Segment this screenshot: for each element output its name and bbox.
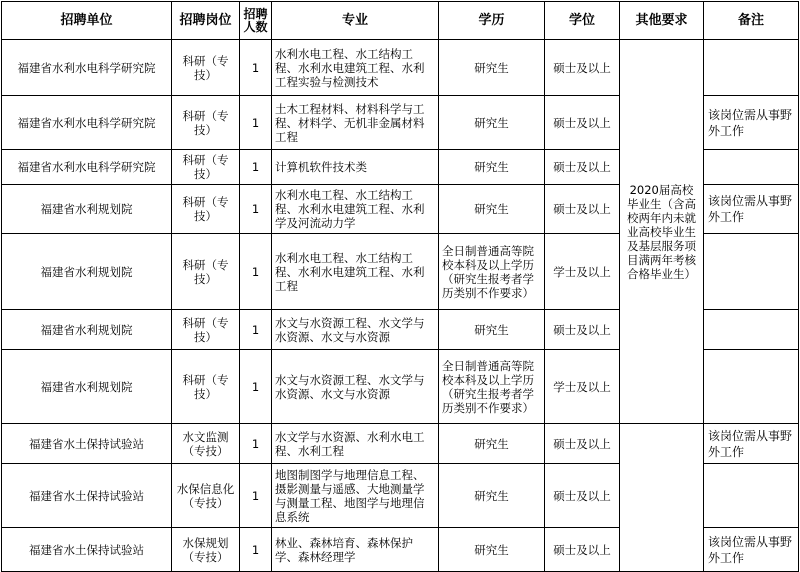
count-cell: 1 xyxy=(240,528,272,572)
table-row xyxy=(2,40,799,96)
remark-cell xyxy=(704,310,799,350)
major-cell: 水文学与水资源、水利水电工程、水利工程 xyxy=(272,424,439,464)
education-cell: 全日制普通高等院校本科及以上学历（研究生报考者学历类别不作要求） xyxy=(439,350,545,424)
remark-cell xyxy=(704,464,799,528)
degree-cell: 硕士及以上 xyxy=(545,424,620,464)
education-cell: 研究生 xyxy=(439,464,545,528)
header-education: 学历 xyxy=(439,2,545,40)
remark-cell: 该岗位需从事野外工作 xyxy=(704,185,799,234)
degree-cell: 硕士及以上 xyxy=(545,310,620,350)
other-requirement-cell-blank xyxy=(620,424,704,572)
count-cell: 1 xyxy=(240,234,272,310)
header-other: 其他要求 xyxy=(620,2,704,40)
degree-cell: 硕士及以上 xyxy=(545,528,620,572)
unit-cell: 福建省水土保持试验站 xyxy=(2,464,172,528)
major-cell: 水利水电工程、水工结构工程、水利水电建筑工程、水利工程 xyxy=(272,234,439,310)
education-cell: 研究生 xyxy=(439,150,545,185)
count-cell: 1 xyxy=(240,424,272,464)
remark-cell xyxy=(704,40,799,96)
degree-cell: 硕士及以上 xyxy=(545,96,620,150)
education-cell: 研究生 xyxy=(439,96,545,150)
degree-cell: 学士及以上 xyxy=(545,350,620,424)
count-cell: 1 xyxy=(240,96,272,150)
major-cell: 水文与水资源工程、水文学与水资源、水文与水资源 xyxy=(272,350,439,424)
unit-cell: 福建省水利水电科学研究院 xyxy=(2,40,172,96)
position-cell: 科研（专技） xyxy=(172,150,240,185)
position-cell: 科研（专技） xyxy=(172,310,240,350)
education-cell: 研究生 xyxy=(439,310,545,350)
header-count: 招聘人数 xyxy=(240,2,272,40)
table-row xyxy=(2,424,799,464)
unit-cell: 福建省水土保持试验站 xyxy=(2,528,172,572)
major-cell: 水文与水资源工程、水文学与水资源、水文与水资源 xyxy=(272,310,439,350)
count-cell: 1 xyxy=(240,150,272,185)
unit-cell: 福建省水土保持试验站 xyxy=(2,424,172,464)
other-requirement-cell: 2020届高校毕业生（含高校两年内未就业高校毕业生及基层服务项目满两年考核合格毕业生） xyxy=(620,40,704,424)
count-cell: 1 xyxy=(240,310,272,350)
education-cell: 全日制普通高等院校本科及以上学历（研究生报考者学历类别不作要求） xyxy=(439,234,545,310)
count-cell: 1 xyxy=(240,350,272,424)
education-cell: 研究生 xyxy=(439,40,545,96)
count-cell: 1 xyxy=(240,185,272,234)
position-cell: 科研（专技） xyxy=(172,234,240,310)
unit-cell: 福建省水利水电科学研究院 xyxy=(2,150,172,185)
remark-cell: 该岗位需从事野外工作 xyxy=(704,424,799,464)
count-cell: 1 xyxy=(240,464,272,528)
education-cell: 研究生 xyxy=(439,528,545,572)
major-cell: 水利水电工程、水工结构工程、水利水电建筑工程、水利学及河流动力学 xyxy=(272,185,439,234)
header-major: 专业 xyxy=(272,2,439,40)
major-cell: 地图制图学与地理信息工程、摄影测量与遥感、大地测量学与测量工程、地图学与地理信息系统 xyxy=(272,464,439,528)
remark-cell xyxy=(704,234,799,310)
header-unit: 招聘单位 xyxy=(2,2,172,40)
position-cell: 水保规划（专技） xyxy=(172,528,240,572)
major-cell: 土木工程材料、材料科学与工程、材料学、无机非金属材料工程 xyxy=(272,96,439,150)
major-cell: 计算机软件技术类 xyxy=(272,150,439,185)
major-cell: 水利水电工程、水工结构工程、水利水电建筑工程、水利工程实验与检测技术 xyxy=(272,40,439,96)
remark-cell xyxy=(704,150,799,185)
unit-cell: 福建省水利规划院 xyxy=(2,185,172,234)
remark-cell: 该岗位需从事野外工作 xyxy=(704,96,799,150)
degree-cell: 硕士及以上 xyxy=(545,464,620,528)
unit-cell: 福建省水利规划院 xyxy=(2,350,172,424)
education-cell: 研究生 xyxy=(439,185,545,234)
position-cell: 水保信息化（专技） xyxy=(172,464,240,528)
unit-cell: 福建省水利水电科学研究院 xyxy=(2,96,172,150)
remark-cell: 该岗位需从事野外工作 xyxy=(704,528,799,572)
position-cell: 科研（专技） xyxy=(172,40,240,96)
count-cell: 1 xyxy=(240,40,272,96)
degree-cell: 学士及以上 xyxy=(545,234,620,310)
unit-cell: 福建省水利规划院 xyxy=(2,310,172,350)
education-cell: 研究生 xyxy=(439,424,545,464)
recruitment-table xyxy=(1,1,799,572)
unit-cell: 福建省水利规划院 xyxy=(2,234,172,310)
position-cell: 科研（专技） xyxy=(172,185,240,234)
major-cell: 林业、森林培育、森林保护学、森林经理学 xyxy=(272,528,439,572)
header-remark: 备注 xyxy=(704,2,799,40)
degree-cell: 硕士及以上 xyxy=(545,150,620,185)
header-degree: 学位 xyxy=(545,2,620,40)
header-row xyxy=(2,2,799,40)
position-cell: 科研（专技） xyxy=(172,96,240,150)
remark-cell xyxy=(704,350,799,424)
header-position: 招聘岗位 xyxy=(172,2,240,40)
degree-cell: 硕士及以上 xyxy=(545,185,620,234)
position-cell: 水文监测（专技） xyxy=(172,424,240,464)
position-cell: 科研（专技） xyxy=(172,350,240,424)
degree-cell: 硕士及以上 xyxy=(545,40,620,96)
